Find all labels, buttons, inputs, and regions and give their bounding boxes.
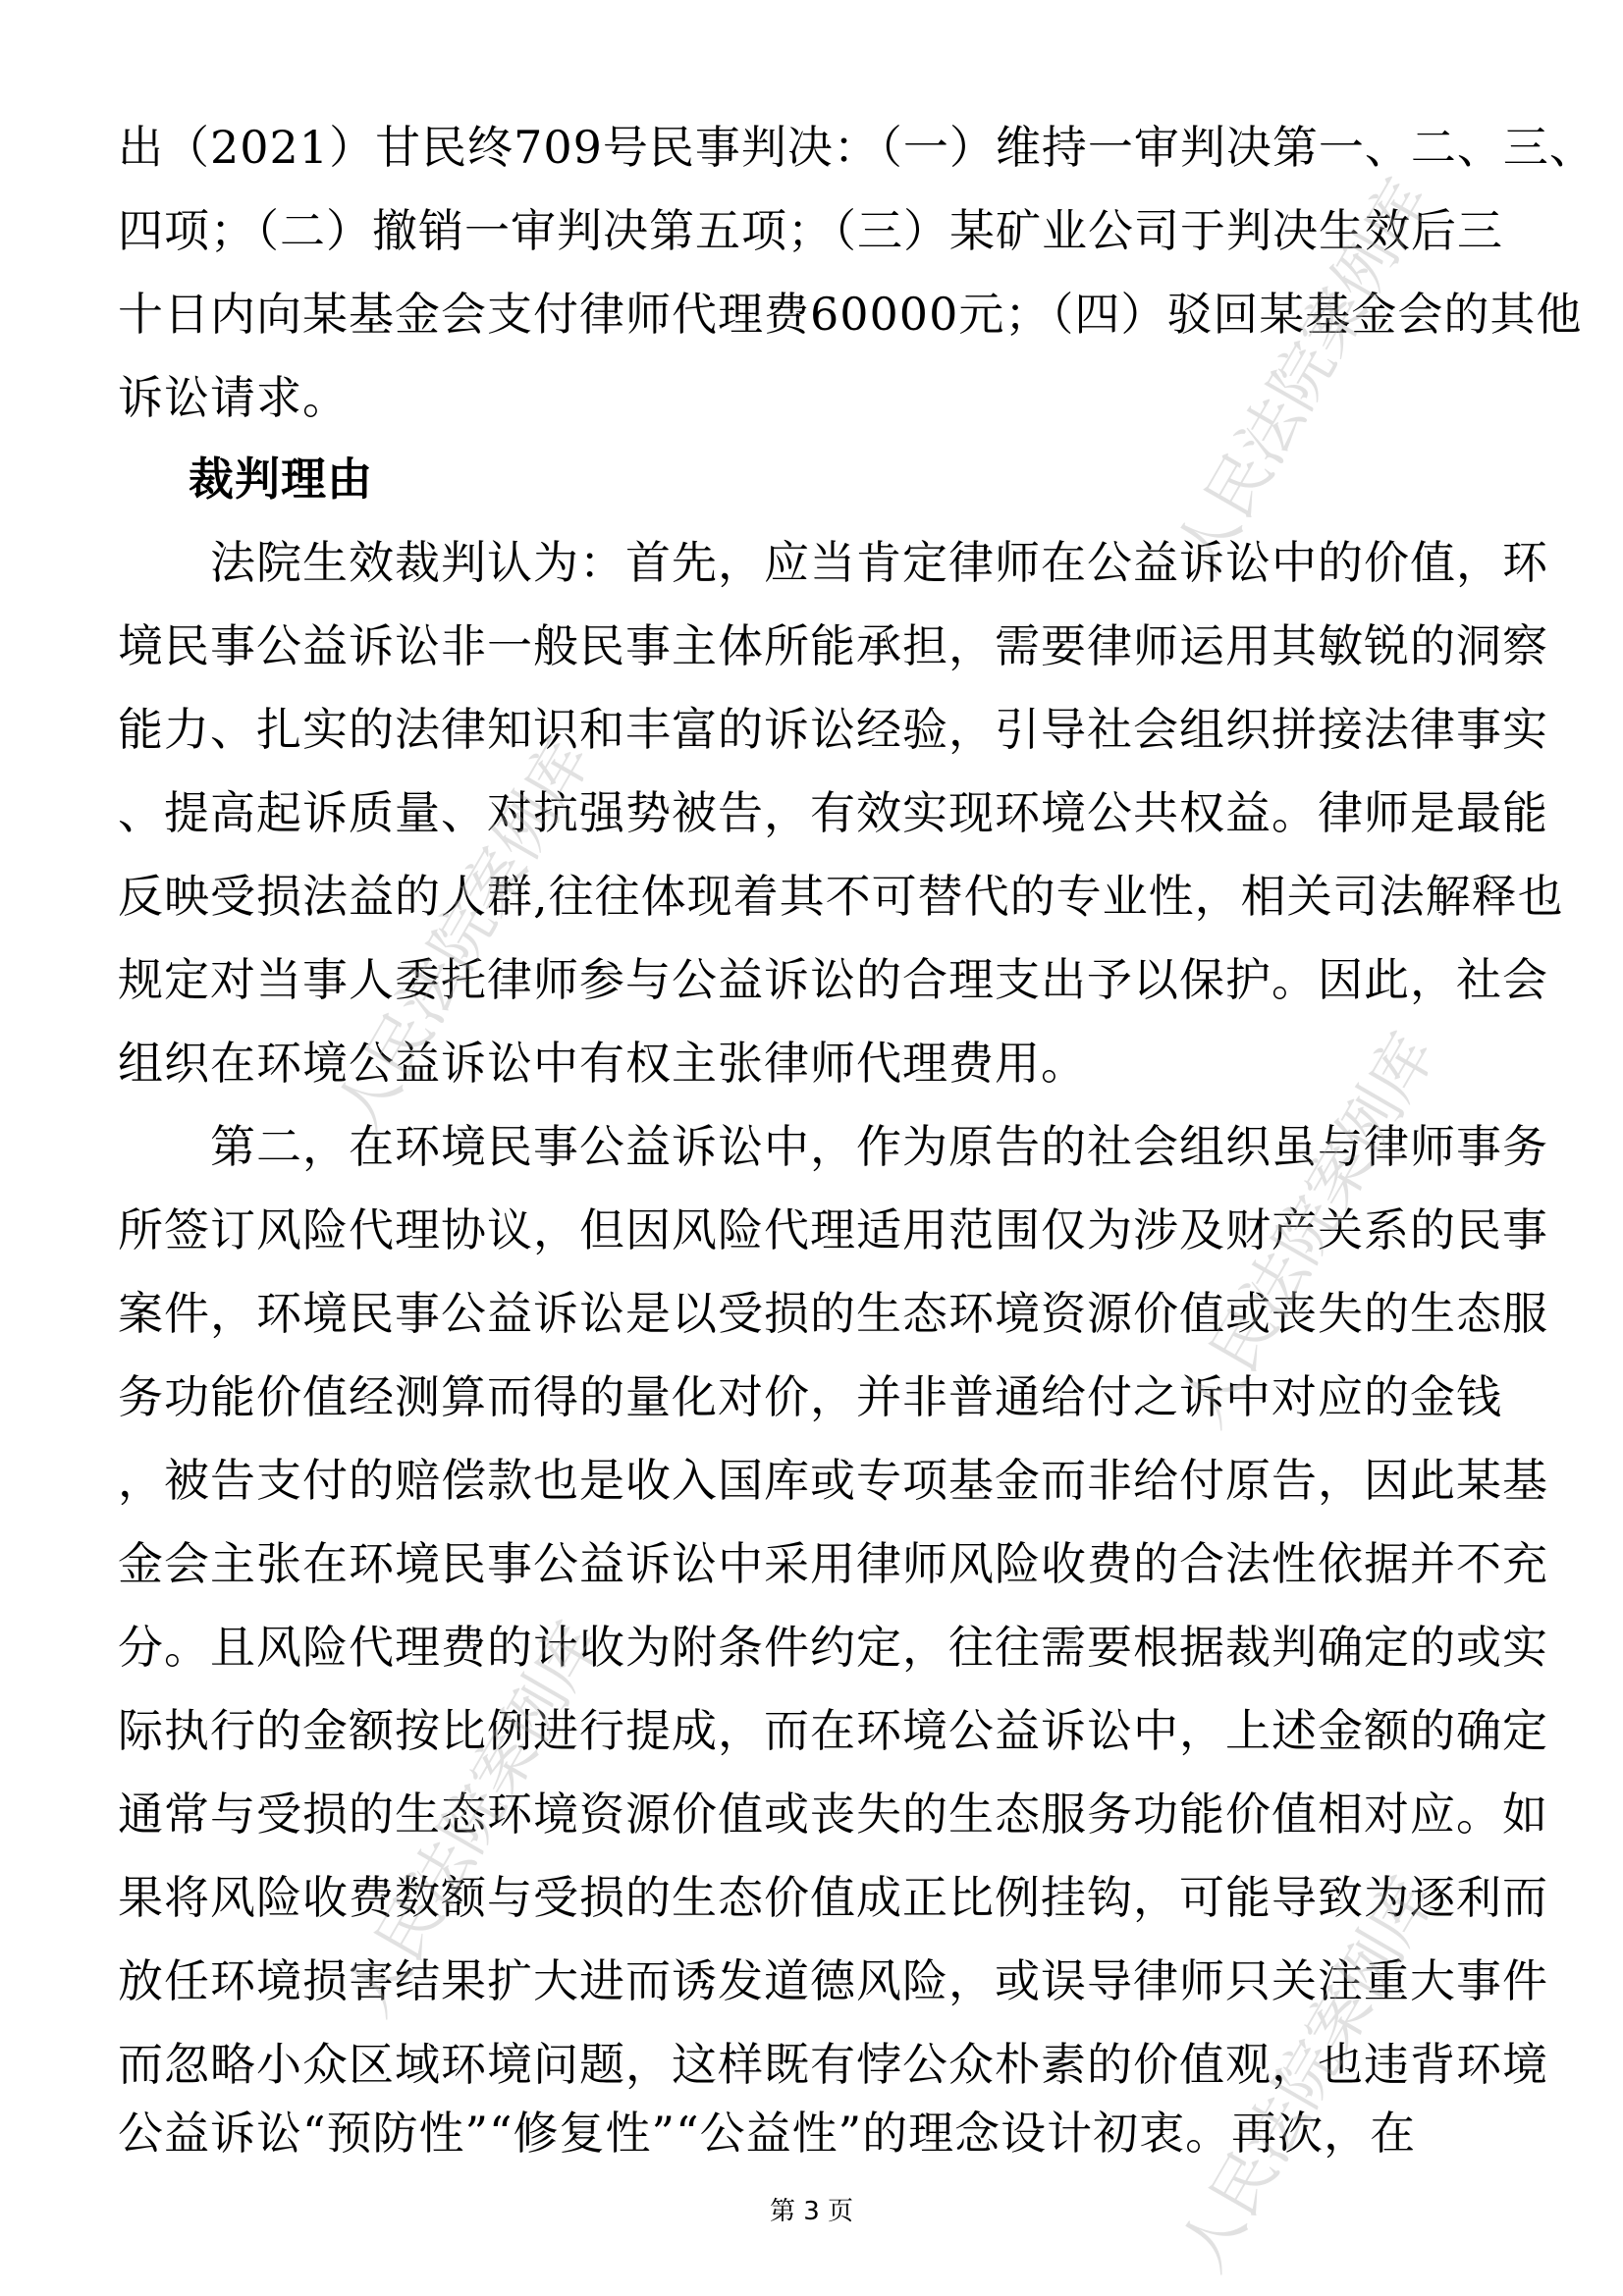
text-line: 十日内向某基金会支付律师代理费60000元；（四）驳回某基金会的其他: [118, 288, 1583, 341]
text-line: 能力、扎实的法律知识和丰富的诉讼经验，引导社会组织拼接法律事实: [118, 703, 1548, 756]
text-line: 境民事公益诉讼非一般民事主体所能承担，需要律师运用其敏锐的洞察: [118, 619, 1548, 672]
text-line: 金会主张在环境民事公益诉讼中采用律师风险收费的合法性依据并不充: [118, 1537, 1548, 1590]
text-line: 规定对当事人委托律师参与公益诉讼的合理支出予以保护。因此，社会: [118, 953, 1548, 1006]
text-line: 组织在环境公益诉讼中有权主张律师代理费用。: [118, 1037, 1087, 1090]
text-line: 放任环境损害结果扩大进而诱发道德风险，或误导律师只关注重大事件: [118, 1954, 1548, 2007]
text-line: 第二，在环境民事公益诉讼中，作为原告的社会组织虽与律师事务: [118, 1120, 1548, 1173]
text-line: ，被告支付的赔偿款也是收入国库或专项基金而非给付原告，因此某基: [118, 1454, 1548, 1507]
text-line: 际执行的金额按比例进行提成，而在环境公益诉讼中，上述金额的确定: [118, 1704, 1548, 1757]
text-line: 公益诉讼“预防性”“修复性”“公益性”的理念设计初衷。再次，在: [118, 2107, 1417, 2160]
text-line: 分。且风险代理费的计收为附条件约定，往往需要根据裁判确定的或实: [118, 1621, 1548, 1674]
section-heading: 裁判理由: [189, 453, 373, 506]
watermark: 人民法院案例库: [1162, 168, 1445, 585]
text-line: 果将风险收费数额与受损的生态价值成正比例挂钩，可能导致为逐利而: [118, 1871, 1548, 1924]
text-line: 所签订风险代理协议，但因风险代理适用范围仅为涉及财产关系的民事: [118, 1203, 1548, 1256]
text-line: 反映受损法益的人群,往往体现着其不可替代的专业性，相关司法解释也: [118, 870, 1564, 923]
text-line: 法院生效裁判认为：首先，应当肯定律师在公益诉讼中的价值，环: [118, 536, 1548, 589]
text-line: 四项；（二）撤销一审判决第五项；（三）某矿业公司于判决生效后三: [118, 204, 1503, 257]
text-line: 而忽略小众区域环境问题，这样既有悖公众朴素的价值观，也违背环境: [118, 2038, 1548, 2091]
text-line: 务功能价值经测算而得的量化对价，并非普通给付之诉中对应的金钱: [118, 1370, 1502, 1423]
page-number: 第 3 页: [769, 2197, 854, 2226]
watermark: 人民法院案例库: [1166, 1866, 1450, 2283]
watermark: 人民法院案例库: [322, 727, 606, 1145]
watermark: 人民法院案例库: [1166, 1022, 1450, 1439]
text-line: 出（2021）甘民终709号民事判决：（一）维持一审判决第一、二、三、: [118, 121, 1596, 174]
text-line: 诉讼请求。: [118, 371, 349, 424]
text-line: 案件，环境民事公益诉讼是以受损的生态环境资源价值或丧失的生态服: [118, 1287, 1548, 1340]
text-line: 、提高起诉质量、对抗强势被告，有效实现环境公共权益。律师是最能: [118, 786, 1548, 839]
text-line: 通常与受损的生态环境资源价值或丧失的生态服务功能价值相对应。如: [118, 1788, 1548, 1841]
watermark: 人民法院案例库: [332, 1611, 616, 2028]
